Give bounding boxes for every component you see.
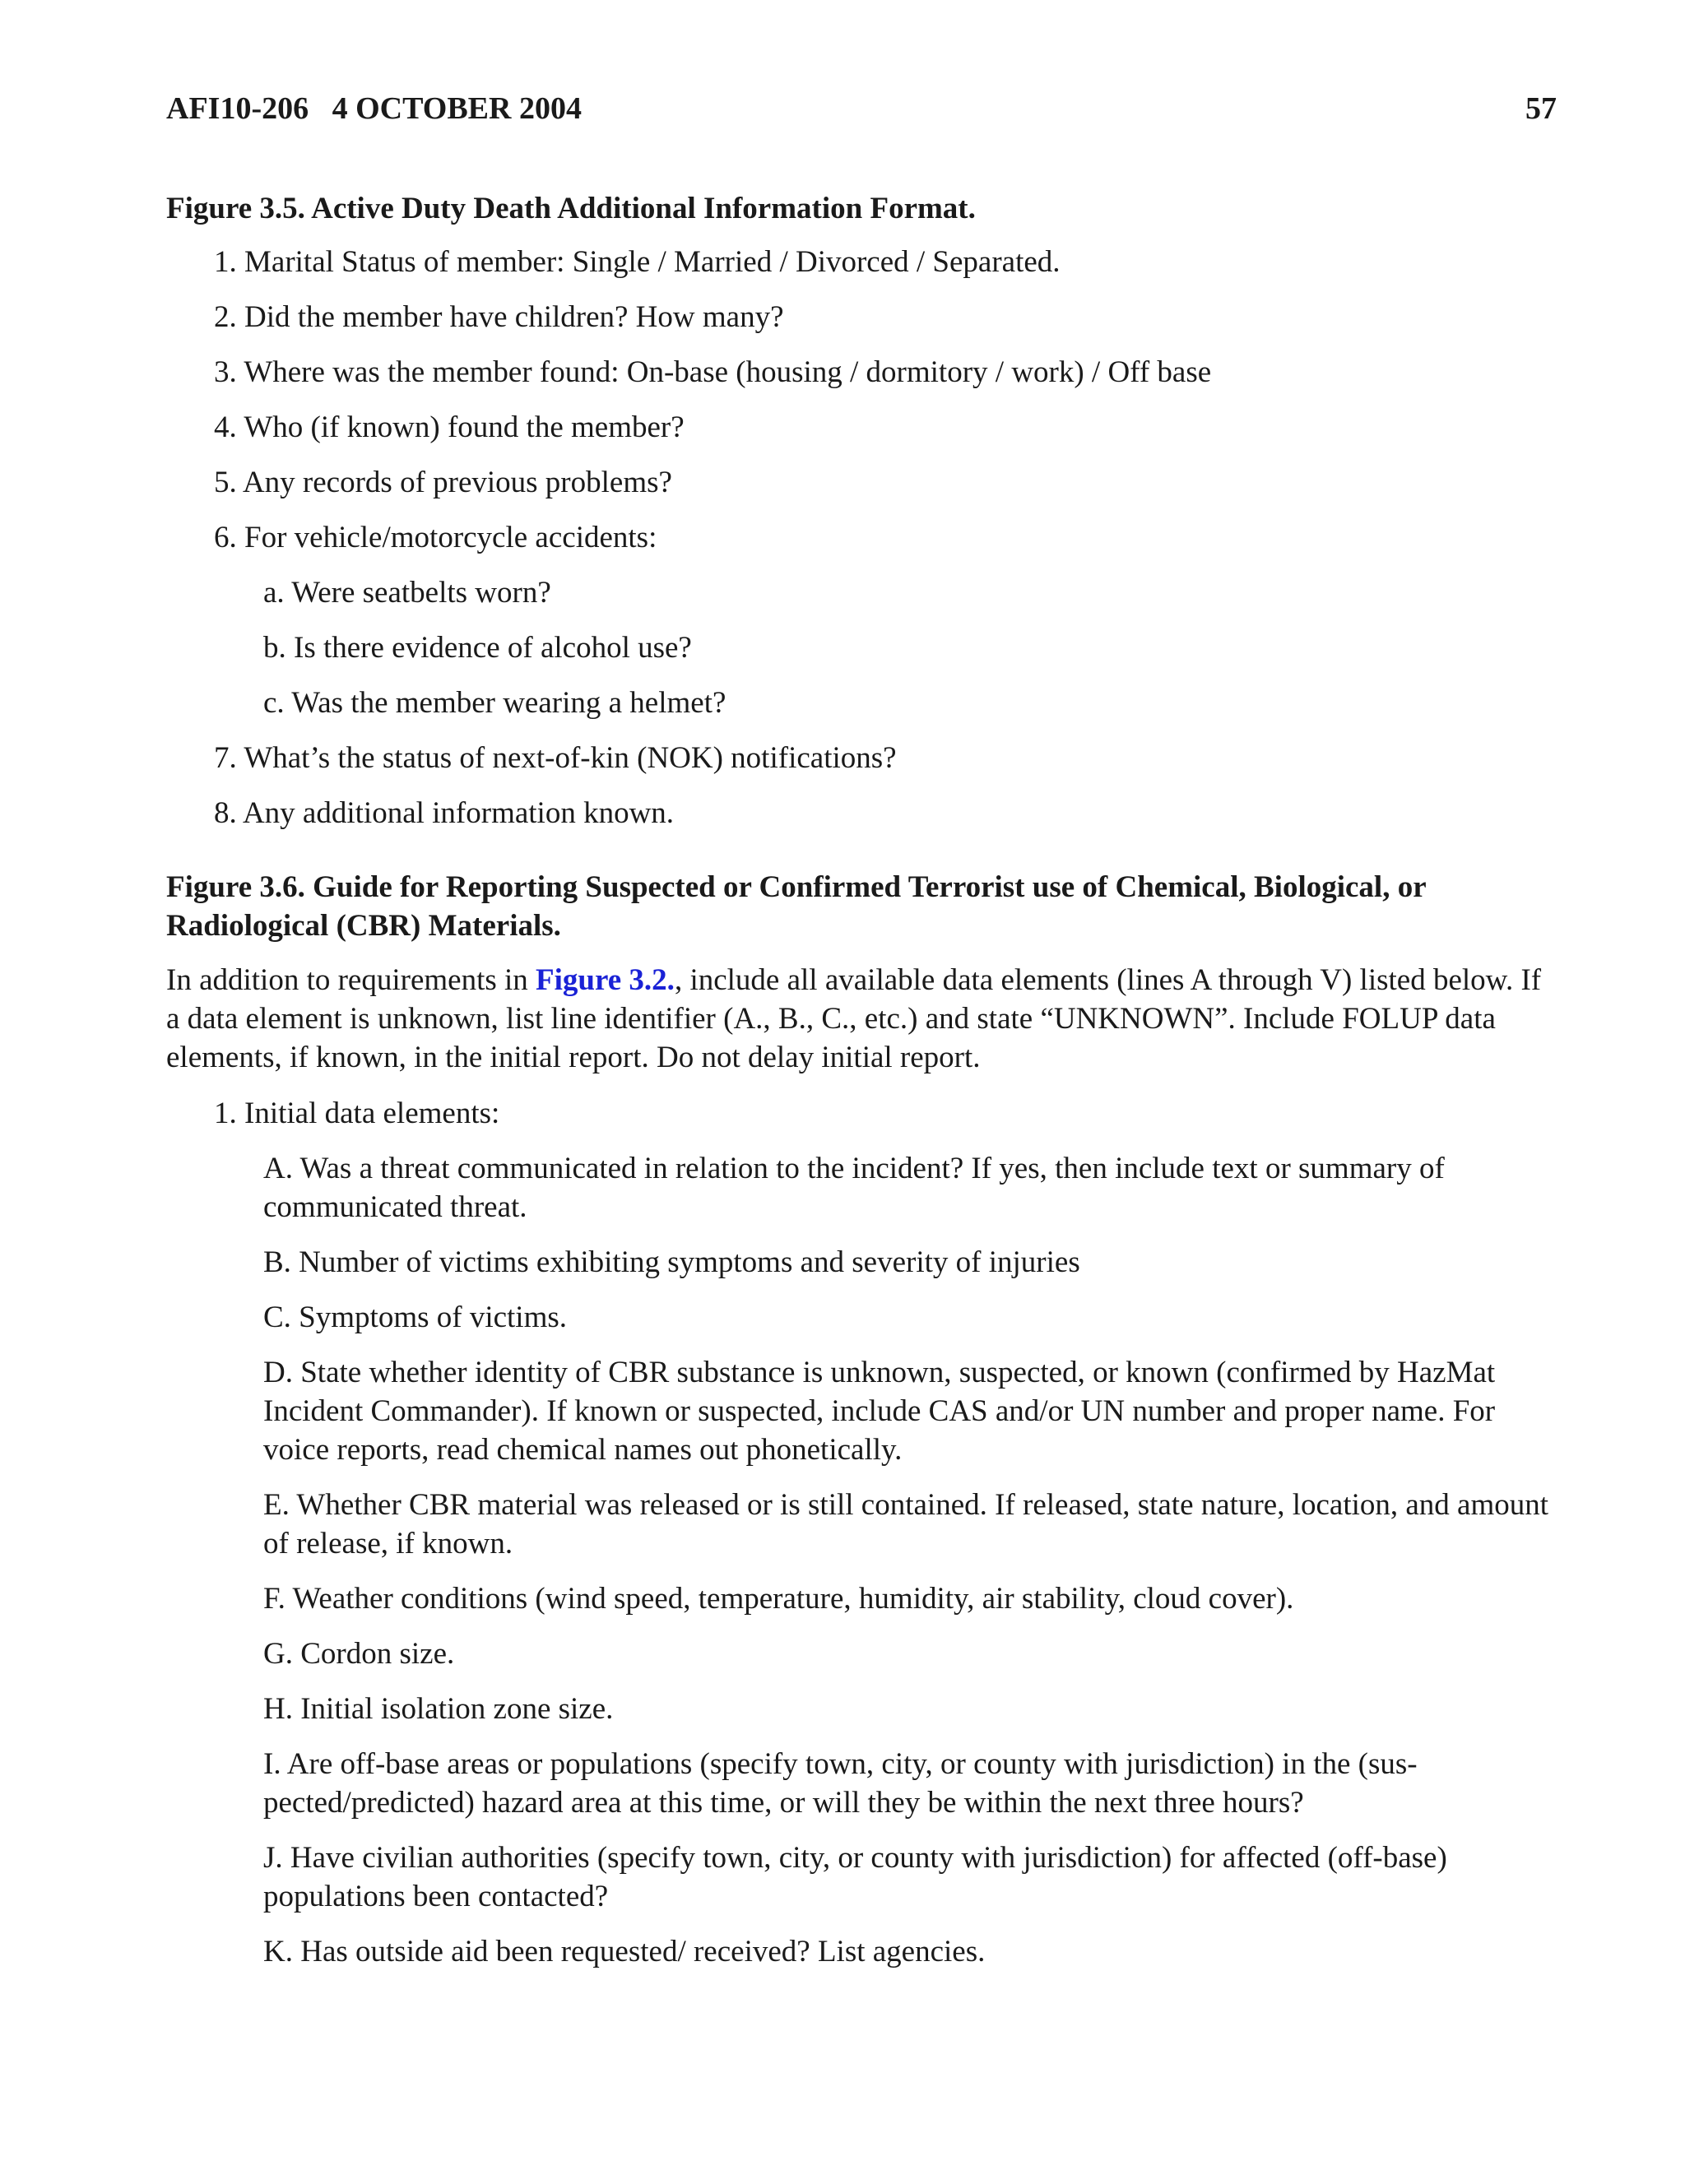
intro-paragraph — [166, 961, 1557, 1077]
data-element: F. Weather conditions (wind speed, temperature, humidity, air stability, cloud cover). — [263, 1582, 1294, 1616]
document-id: AFI10-206 4 OCTOBER 2004 — [166, 91, 582, 126]
sub-list-item: a. Were seatbelts worn? — [263, 576, 551, 610]
data-element: H. Initial isolation zone size. — [263, 1692, 614, 1726]
list-item: 2. Did the member have children? How many? — [214, 300, 784, 334]
list-item: 7. What’s the status of next-of-kin (NOK) notifications? — [214, 741, 897, 775]
sub-list-item: b. Is there evidence of alcohol use? — [263, 631, 692, 665]
list-item: 4. Who (if known) found the member? — [214, 410, 685, 444]
sub-list-item: c. Was the member wearing a helmet? — [263, 686, 726, 720]
figure-3-6-title-line1: Figure 3.6. Guide for Reporting Suspected or Confirmed Terrorist use of Chemical, Biological, or — [166, 870, 1427, 904]
data-element: J. Have civilian authorities (specify town, city, or county with jurisdiction) for affected (off-base) populations been contacted? — [263, 1841, 1447, 1913]
intro-text-cont: , include all available data elements (lines A through V) listed below. If a data element is unknown, list line identifier (A., B., C., etc.) and state “UNKNOWN”. Include FOLUP data elements, if known, in the initial report. Do not delay initial report. — [166, 963, 1542, 1074]
list-item: 1. Marital Status of member: Single / Married / Divorced / Separated. — [214, 245, 1061, 279]
list-item: 3. Where was the member found: On-base (housing / dormitory / work) / Off base — [214, 355, 1212, 389]
list-item: 5. Any records of previous problems? — [214, 466, 672, 499]
data-element: I. Are off-base areas or populations (specify town, city, or county with jurisdiction) in the (sus-pected/predicted) hazard area at this time, or will they be within the next three hours? — [263, 1747, 1418, 1820]
figure-3-6-title-line2: Radiological (CBR) Materials. — [166, 909, 561, 943]
page-number: 57 — [1525, 91, 1557, 126]
list-item: 6. For vehicle/motorcycle accidents: — [214, 521, 657, 554]
data-element: B. Number of victims exhibiting symptoms and severity of injuries — [263, 1245, 1080, 1279]
initial-elements-heading: 1. Initial data elements: — [214, 1097, 500, 1130]
figure-3-5-title: Figure 3.5. Active Duty Death Additional Information Format. — [166, 192, 976, 225]
figure-3-2-link[interactable]: Figure 3.2. — [536, 963, 675, 997]
intro-text: In addition to requirements in — [166, 963, 536, 997]
data-element: D. State whether identity of CBR substance is unknown, suspected, or known (confirmed by HazMat Incident Commander). If known or suspected, include CAS and/or UN number and proper name. For voice reports, read chemical names out phonetically. — [263, 1356, 1496, 1467]
data-element: K. Has outside aid been requested/ received? List agencies. — [263, 1935, 986, 1968]
data-element: G. Cordon size. — [263, 1637, 455, 1671]
data-element: C. Symptoms of victims. — [263, 1301, 568, 1334]
data-element: A. Was a threat communicated in relation to the incident? If yes, then include text or summary of communicated threat. — [263, 1152, 1445, 1224]
data-element: E. Whether CBR material was released or is still contained. If released, state nature, location, and amount of release, if known. — [263, 1488, 1549, 1560]
figure-3-6-title — [166, 868, 1427, 945]
list-item: 8. Any additional information known. — [214, 796, 675, 830]
